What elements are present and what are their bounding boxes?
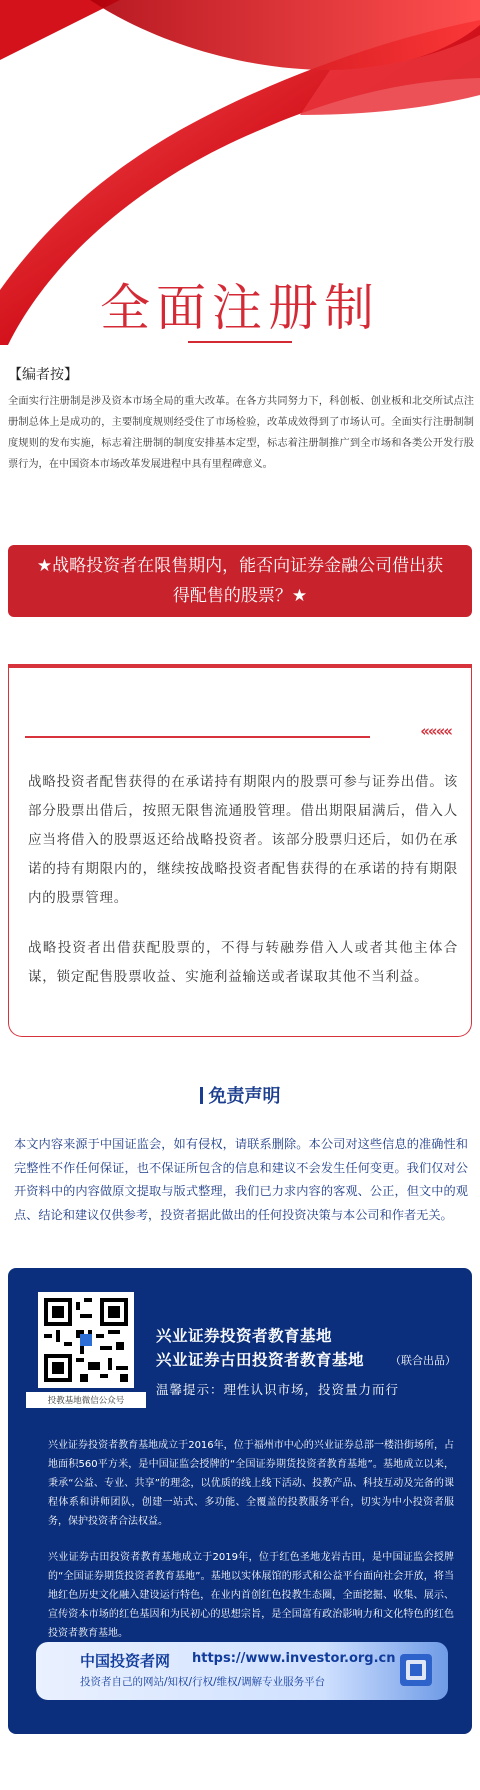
base-intro-2: 兴业证券古田投资者教育基地成立于2019年，位于红色圣地龙岩古田，是中国证监会授牌的“全国证券期货投资者教育基地”。基地以实体展馆的形式和公益平台面向社会开放，将当地红色历史文化融入建设运行特色，在业内首创红色投教生态圈，全面挖掘、收集、展示、宣传资本市场的红色基因和为民初心的思想宗旨，是全国富有政治影响力和文化特色的红色投资者教育基地。 bbox=[48, 1552, 454, 1639]
base-name-1: 兴业证券投资者教育基地 bbox=[156, 1327, 333, 1345]
editor-note-label: 【编者按】 bbox=[8, 367, 78, 383]
investor-portal-banner[interactable] bbox=[36, 1642, 448, 1700]
portal-slogan: 投资者自己的网站/知权/行权/维权/调解专业服务平台 bbox=[80, 1676, 326, 1688]
disclaimer-heading bbox=[0, 1082, 480, 1108]
editor-note-text: 全面实行注册制是涉及资本市场全局的重大改革。在各方共同努力下，科创板、创业板和北交所试点注册制总体上是成功的，主要制度规则经受住了市场检验，改革成效得到了市场认可。全面实行注册制制度规则的发布实施，标志着注册制的制度安排基本定型，标志着注册制推广到全市场和各类公开发行股票行为，在中国资本市场改革发展进程中具有里程碑意义。 bbox=[8, 396, 474, 470]
answer-card bbox=[8, 664, 472, 1037]
portal-name: 中国投资者网 bbox=[80, 1652, 171, 1670]
heading-bar-icon bbox=[200, 1087, 203, 1104]
answer-paragraph: 战略投资者出借获配股票的，不得与转融券借入人或者其他主体合谋，锁定配售股票收益、实施利益输送或者谋取其他不当利益。 bbox=[28, 940, 458, 985]
qr-caption: 投教基地微信公众号 bbox=[26, 1392, 146, 1408]
hero-banner bbox=[0, 0, 480, 345]
portal-url-link[interactable]: https://www.investor.org.cn bbox=[192, 1651, 396, 1666]
page-title: 全面注册制 bbox=[100, 279, 380, 337]
base-name-2: 兴业证券古田投资者教育基地 bbox=[156, 1351, 365, 1369]
qr-code[interactable] bbox=[38, 1292, 134, 1388]
footer-panel bbox=[8, 1268, 472, 1734]
card-divider bbox=[25, 736, 370, 738]
portal-logo-icon bbox=[398, 1650, 434, 1690]
chevrons-icon: «««« bbox=[420, 722, 451, 740]
qr-code-icon bbox=[44, 1298, 128, 1382]
question-banner bbox=[8, 545, 472, 617]
question-line-2: 得配售的股票？★ bbox=[172, 586, 308, 606]
answer-paragraph: 战略投资者配售获得的在承诺持有期限内的股票可参与证券出借。该部分股票出借后，按照无限售流通股管理。借出期限届满后，借入人应当将借入的股票返还给战略投资者。该部分股票归还后，如仍在承诺的持有期限内的，继续按战略投资者配售获得的在承诺的持有期限内的股票管理。 bbox=[28, 774, 458, 906]
title-underline bbox=[188, 341, 292, 343]
base-intro-1: 兴业证券投资者教育基地成立于2016年，位于福州市中心的兴业证券总部一楼沿街场所，占地面积560平方米，是中国证监会授牌的“全国证券期货投资者教育基地”。基地成立以来，秉承“公益、专业、共享”的理念，以优质的线上线下活动、投教产品、科技互动及完备的课程体系和讲师团队，创建一站式、多功能、全覆盖的投教服务平台，切实为中小投资者服务，保护投资者合法权益。 bbox=[48, 1440, 454, 1527]
question-line-1: ★战略投资者在限售期内，能否向证券金融公司借出获 bbox=[36, 556, 444, 576]
co-production-label: （联合出品） bbox=[390, 1354, 456, 1367]
disclaimer-title: 免责声明 bbox=[208, 1086, 281, 1107]
tip-text: 温馨提示：理性认识市场，投资量力而行 bbox=[156, 1382, 400, 1397]
disclaimer-text: 本文内容来源于中国证监会，如有侵权，请联系删除。本公司对这些信息的准确性和完整性不作任何保证，也不保证所包含的信息和建议不会发生任何变更。我们仅对公开资料中的内容做原文提取与版式整理，我们已力求内容的客观、公正，但文中的观点、结论和建议仅供参考，投资者据此做出的任何投资决策与本公司和作者无关。 bbox=[14, 1137, 468, 1222]
